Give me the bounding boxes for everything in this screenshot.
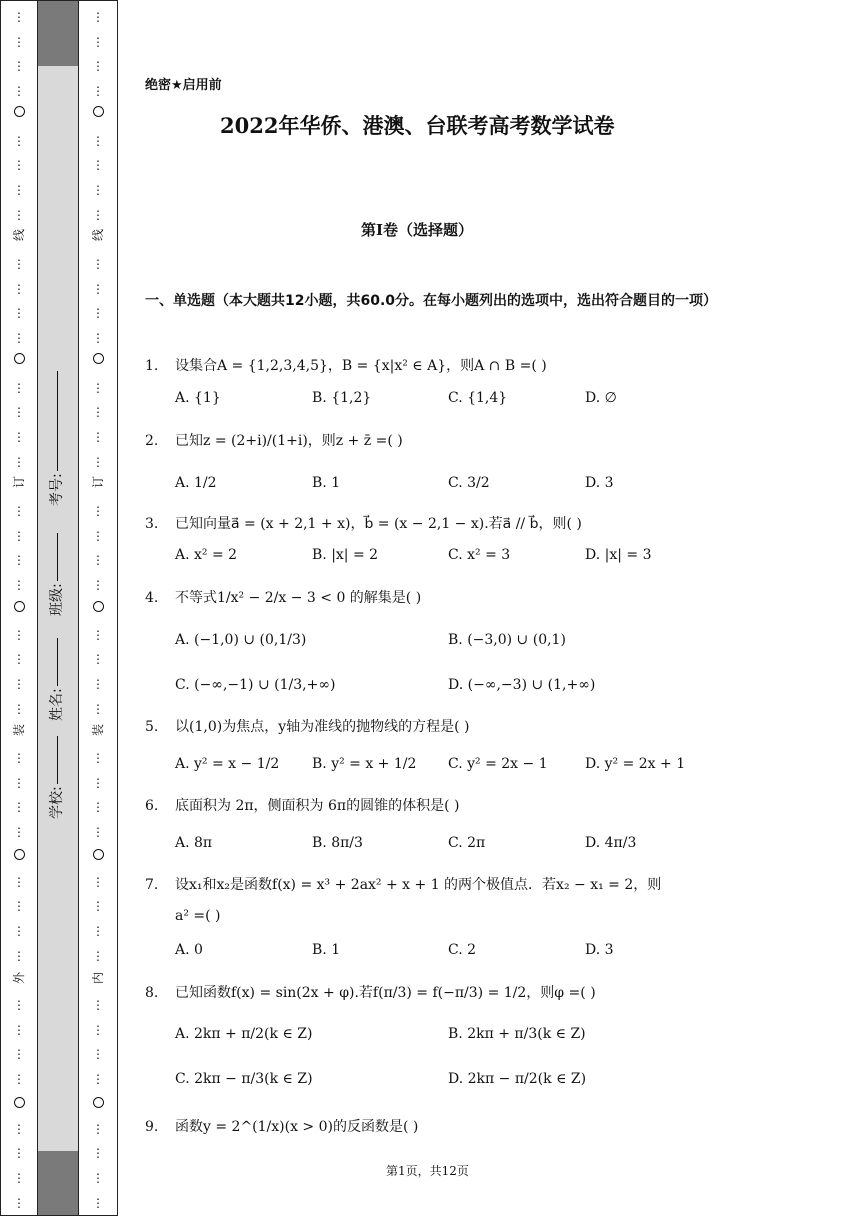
- option-d: D. 4π/3: [585, 835, 637, 851]
- option-b: B. 8π/3: [312, 835, 363, 851]
- option-d: D. |x| = 3: [585, 547, 652, 563]
- binding-dot: ⋮: [13, 1072, 25, 1087]
- binding-dots-inner: [79, 1, 117, 1215]
- question-stem: 不等式1/x² − 2/x − 3 < 0 的解集是( ): [175, 590, 422, 606]
- question-3: 3. 已知向量a⃗ = (x + 2,1 + x)，b⃗ = (x − 2,1 − x).若a⃗ // b⃗，则( ): [145, 516, 582, 532]
- binding-dot: ⋮: [13, 923, 25, 938]
- binding-dot: ⋮: [92, 899, 104, 914]
- binding-ring-icon: [1, 106, 37, 119]
- question-9: 9. 函数y = 2^(1/x)(x > 0)的反函数是( ): [145, 1119, 419, 1135]
- field-school: 学校:: [46, 736, 66, 819]
- binding-ring-icon: [79, 601, 117, 614]
- option-a: A. 2kπ + π/2(k ∈ Z): [175, 1026, 313, 1042]
- binding-dot: ⋮: [92, 1047, 104, 1062]
- option-c: C. x² = 3: [448, 547, 511, 563]
- binding-dot: ⋮: [92, 751, 104, 765]
- question-8: 8. 已知函数f(x) = sin(2x + φ).若f(π/3) = f(−π/3) = 1/2，则φ =( ): [145, 985, 596, 1001]
- binding-dot: ⋮: [13, 775, 25, 790]
- binding-dot: ⋮: [92, 182, 104, 197]
- option-a: A. {1}: [175, 390, 221, 406]
- binding-mark: 线: [91, 229, 105, 242]
- option-b: B. |x| = 2: [312, 547, 379, 563]
- binding-dot: ⋮: [92, 1072, 104, 1087]
- binding-dot: ⋮: [13, 998, 25, 1012]
- binding-dot: ⋮: [13, 627, 25, 642]
- binding-dot: ⋮: [92, 10, 104, 24]
- question-stem: 已知函数f(x) = sin(2x + φ).若f(π/3) = f(−π/3) = 1/2，则φ =( ): [175, 985, 596, 1001]
- binding-dot: ⋮: [92, 281, 104, 296]
- question-stem: 函数y = 2^(1/x)(x > 0)的反函数是( ): [175, 1119, 419, 1135]
- binding-dot: ⋮: [13, 207, 25, 222]
- binding-dot: ⋮: [13, 751, 25, 765]
- binding-mark: 订: [12, 476, 26, 489]
- option-b: B. (−3,0) ∪ (0,1): [448, 632, 566, 648]
- binding-dot: ⋮: [13, 158, 25, 173]
- binding-ring-icon: [79, 1097, 117, 1110]
- binding-ring-icon: [79, 353, 117, 366]
- binding-dot: ⋮: [13, 553, 25, 568]
- option-c: C. (−∞,−1) ∪ (1/3,+∞): [175, 677, 336, 693]
- question-5: 5. 以(1,0)为焦点，y轴为准线的抛物线的方程是( ): [145, 719, 470, 735]
- binding-dot: ⋮: [13, 1195, 25, 1210]
- binding-dot: ⋮: [13, 1121, 25, 1136]
- binding-dot: ⋮: [13, 825, 25, 840]
- volume-title: 第I卷（选择题）: [361, 221, 474, 239]
- option-c: C. 2: [448, 942, 477, 958]
- binding-dot: ⋮: [92, 800, 104, 815]
- binding-dot: ⋮: [92, 1170, 104, 1185]
- question-4: 4. 不等式1/x² − 2/x − 3 < 0 的解集是( ): [145, 590, 422, 606]
- page-footer: 第1页，共12页: [386, 1164, 469, 1178]
- binding-dot: ⋮: [92, 306, 104, 321]
- binding-dot: ⋮: [13, 701, 25, 716]
- binding-dot: ⋮: [13, 331, 25, 346]
- binding-dot: ⋮: [92, 331, 104, 346]
- binding-strip-gray: [38, 0, 78, 1216]
- binding-dot: ⋮: [92, 998, 104, 1012]
- option-a: A. 8π: [175, 835, 213, 851]
- option-d: D. 3: [585, 942, 614, 958]
- binding-dot: ⋮: [13, 1146, 25, 1161]
- binding-dot: ⋮: [92, 34, 104, 49]
- binding-dot: ⋮: [92, 454, 104, 469]
- binding-dot: ⋮: [13, 528, 25, 543]
- option-d: D. 2kπ − π/2(k ∈ Z): [448, 1071, 587, 1087]
- secret-label: 绝密★启用前: [145, 78, 222, 93]
- binding-dot: ⋮: [92, 825, 104, 840]
- question-7-cont: a² =( ): [175, 908, 221, 924]
- binding-dot: ⋮: [92, 380, 104, 395]
- binding-dot: ⋮: [13, 281, 25, 296]
- question-stem: 已知向量a⃗ = (x + 2,1 + x)，b⃗ = (x − 2,1 − x).若a⃗ // b⃗，则( ): [175, 516, 582, 532]
- binding-dot: ⋮: [13, 257, 25, 271]
- binding-dot: ⋮: [92, 1022, 104, 1037]
- option-d: D. (−∞,−3) ∪ (1,+∞): [448, 677, 596, 693]
- binding-dot: ⋮: [13, 380, 25, 395]
- binding-dot: ⋮: [92, 207, 104, 222]
- binding-dot: ⋮: [13, 800, 25, 815]
- binding-dot: ⋮: [92, 874, 104, 889]
- option-a: A. x² = 2: [175, 547, 238, 563]
- page-title: 2022年华侨、港澳、台联考高考数学试卷: [220, 113, 615, 138]
- binding-ring-icon: [1, 849, 37, 862]
- option-a: A. y² = x − 1/2: [175, 756, 280, 772]
- binding-dot: ⋮: [92, 923, 104, 938]
- binding-dot: ⋮: [92, 158, 104, 173]
- binding-dot: ⋮: [13, 84, 25, 99]
- question-stem: 底面积为 2π，侧面积为 6π的圆锥的体积是( ): [175, 798, 460, 814]
- binding-dot: ⋮: [13, 652, 25, 667]
- question-stem: 已知z = (2+i)/(1+i)，则z + z̄ =( ): [175, 433, 403, 449]
- binding-dot: ⋮: [92, 652, 104, 667]
- binding-dot: ⋮: [92, 1146, 104, 1161]
- option-d: D. 3: [585, 475, 614, 491]
- option-b: B. 2kπ + π/3(k ∈ Z): [448, 1026, 586, 1042]
- option-d: D. y² = 2x + 1: [585, 756, 686, 772]
- binding-dot: ⋮: [13, 1047, 25, 1062]
- option-b: B. 1: [312, 475, 341, 491]
- binding-mark: 装: [12, 724, 26, 737]
- binding-dot: ⋮: [92, 528, 104, 543]
- binding-dot: ⋮: [13, 676, 25, 691]
- binding-dot: ⋮: [13, 429, 25, 444]
- binding-dot: ⋮: [13, 133, 25, 148]
- binding-ring-icon: [1, 353, 37, 366]
- binding-dot: ⋮: [92, 1121, 104, 1136]
- binding-ring-icon: [79, 849, 117, 862]
- question-2: 2. 已知z = (2+i)/(1+i)，则z + z̄ =( ): [145, 433, 403, 449]
- option-c: C. y² = 2x − 1: [448, 756, 548, 772]
- binding-dot: ⋮: [13, 10, 25, 24]
- option-c: C. 2π: [448, 835, 486, 851]
- binding-ring-icon: [79, 106, 117, 119]
- binding-dot: ⋮: [92, 701, 104, 716]
- binding-dot: ⋮: [13, 1170, 25, 1185]
- binding-dot: ⋮: [92, 504, 104, 518]
- binding-strip-outer: [0, 0, 38, 1216]
- option-b: B. {1,2}: [312, 390, 372, 406]
- binding-dot: ⋮: [92, 553, 104, 568]
- question-stem: 以(1,0)为焦点，y轴为准线的抛物线的方程是( ): [175, 719, 470, 735]
- option-a: A. 1/2: [175, 475, 217, 491]
- option-b: B. 1: [312, 942, 341, 958]
- question-7: 7. 设x₁和x₂是函数f(x) = x³ + 2ax² + x + 1 的两个极值点．若x₂ − x₁ = 2，则: [145, 877, 662, 893]
- binding-dot: ⋮: [13, 1022, 25, 1037]
- binding-dot: ⋮: [92, 676, 104, 691]
- section-heading: 一、单选题（本大题共12小题，共60.0分。在每小题列出的选项中，选出符合题目的一项）: [145, 293, 718, 309]
- binding-dot: ⋮: [13, 182, 25, 197]
- binding-dot: ⋮: [92, 429, 104, 444]
- binding-dot: ⋮: [92, 1195, 104, 1210]
- binding-dot: ⋮: [92, 257, 104, 271]
- binding-dot: ⋮: [13, 59, 25, 74]
- binding-dot: ⋮: [92, 59, 104, 74]
- binding-dot: ⋮: [13, 34, 25, 49]
- binding-dot: ⋮: [92, 405, 104, 420]
- field-class: 班级:: [46, 533, 66, 616]
- option-d: D. ∅: [585, 390, 617, 406]
- binding-dots-outer: [1, 1, 37, 1215]
- binding-dot: ⋮: [13, 578, 25, 593]
- binding-dot: ⋮: [92, 948, 104, 963]
- binding-dot: ⋮: [13, 874, 25, 889]
- question-stem: 设集合A = {1,2,3,4,5}，B = {x|x² ∈ A}，则A ∩ B =( ): [175, 358, 547, 374]
- binding-dot: ⋮: [13, 306, 25, 321]
- binding-ring-icon: [1, 1097, 37, 1110]
- binding-dot: ⋮: [13, 504, 25, 518]
- student-info: [44, 1, 74, 1217]
- binding-dot: ⋮: [13, 899, 25, 914]
- binding-mark: 装: [91, 724, 105, 737]
- binding-dot: ⋮: [13, 454, 25, 469]
- binding-dot: ⋮: [13, 948, 25, 963]
- question-stem: 设x₁和x₂是函数f(x) = x³ + 2ax² + x + 1 的两个极值点．若x₂ − x₁ = 2，则: [175, 877, 662, 893]
- question-1: 1. 设集合A = {1,2,3,4,5}，B = {x|x² ∈ A}，则A ∩ B =( ): [145, 358, 547, 374]
- field-name: 姓名:: [46, 638, 66, 721]
- binding-mark: 线: [12, 229, 26, 242]
- binding-ring-icon: [1, 601, 37, 614]
- binding-dot: ⋮: [92, 84, 104, 99]
- binding-strip-inner: [78, 0, 118, 1216]
- question-6: 6. 底面积为 2π，侧面积为 6π的圆锥的体积是( ): [145, 798, 460, 814]
- option-c: C. 2kπ − π/3(k ∈ Z): [175, 1071, 313, 1087]
- binding-mark: 外: [12, 972, 26, 985]
- binding-dot: ⋮: [92, 775, 104, 790]
- option-b: B. y² = x + 1/2: [312, 756, 417, 772]
- binding-dot: ⋮: [92, 627, 104, 642]
- binding-dot: ⋮: [92, 133, 104, 148]
- binding-mark: 订: [91, 476, 105, 489]
- field-exam-no: 考号:: [46, 371, 66, 506]
- option-c: C. {1,4}: [448, 390, 508, 406]
- option-a: A. (−1,0) ∪ (0,1/3): [175, 632, 307, 648]
- binding-dot: ⋮: [92, 578, 104, 593]
- option-a: A. 0: [175, 942, 203, 958]
- option-c: C. 3/2: [448, 475, 490, 491]
- binding-mark: 内: [91, 972, 105, 985]
- binding-dot: ⋮: [13, 405, 25, 420]
